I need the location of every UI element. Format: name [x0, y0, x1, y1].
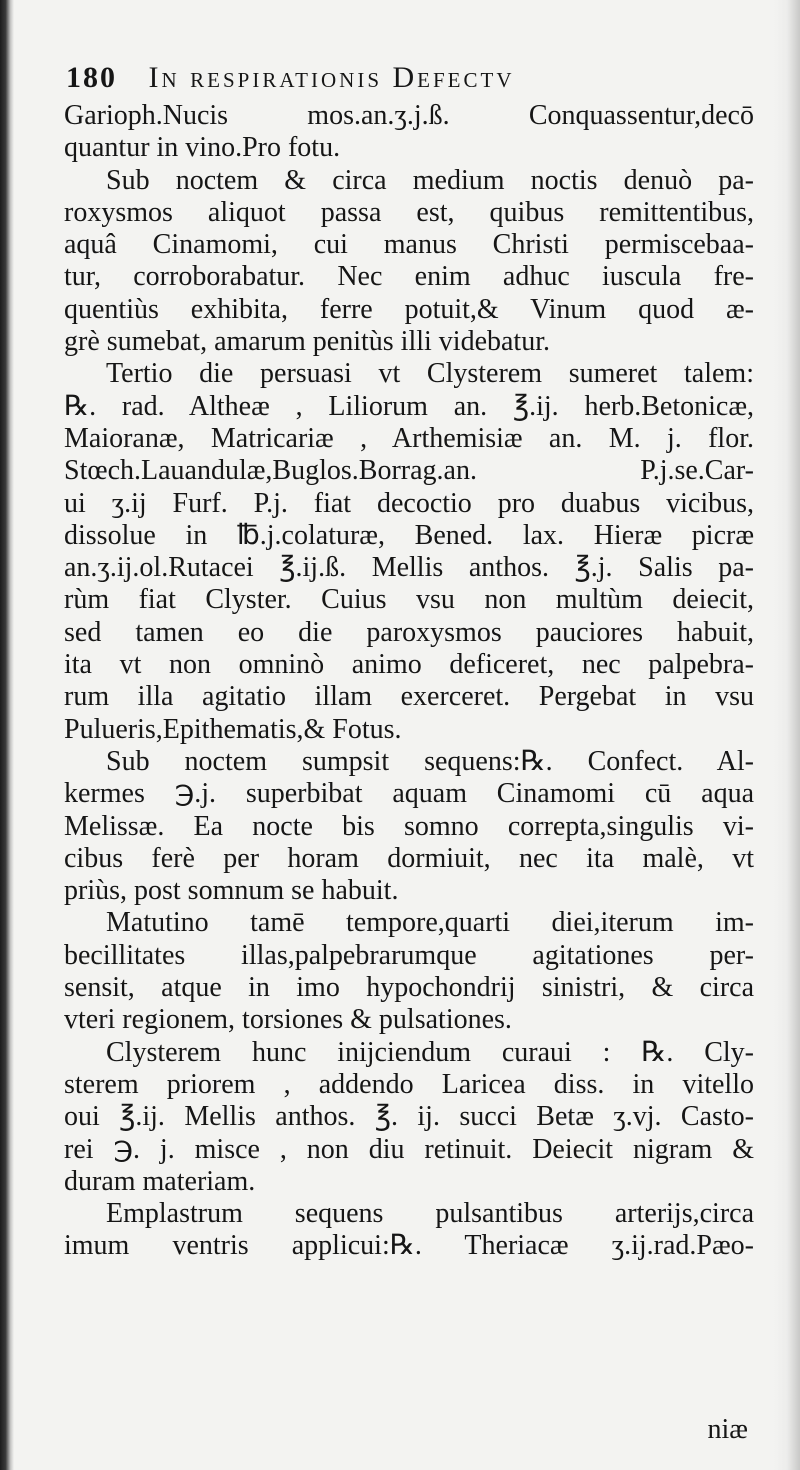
- text-line: grè sumebat, amarum penitùs illi videbatur.: [64, 326, 550, 358]
- text-line: becillitates illas,palpebrarumque agitationes per-: [64, 939, 754, 971]
- text-line: Clysterem hunc inijciendum curaui : ℞. Cly-: [106, 1036, 754, 1068]
- text-line: quantur in vino.Pro fotu.: [64, 132, 341, 164]
- text-line: ui ʒ.ij Furf. P.j. fiat decoctio pro duabus vicibus,: [64, 487, 754, 519]
- text-line: rum illa agitatio illam exerceret. Pergebat in vsu: [64, 681, 754, 713]
- scan-edge-right: [774, 0, 800, 1470]
- text-line: Melissæ. Ea nocte bis somno correpta,singulis vi-: [64, 810, 754, 842]
- text-line: ita vt non omninò animo deficeret, nec palpebra-: [64, 649, 754, 681]
- text-line: imum ventris applicui:℞. Theriacæ ʒ.ij.rad.Pæo-: [64, 1230, 754, 1262]
- page-header: [66, 58, 756, 98]
- text-line: quentiùs exhibita, ferre potuit,& Vinum quod æ-: [64, 293, 754, 325]
- text-line: sterem priorem , addendo Laricea diss. in vitello: [64, 1068, 754, 1100]
- text-line: aquâ Cinamomi, cui manus Christi permiscebaa-: [64, 229, 754, 261]
- catchword: niæ: [707, 1414, 748, 1445]
- text-line: cibus ferè per horam dormiuit, nec ita malè, vt: [64, 842, 754, 874]
- text-line: dissolue in ℔.j.colaturæ, Bened. lax. Hieræ picræ: [64, 519, 754, 551]
- text-line: Maioranæ, Matricariæ , Arthemisiæ an. M. j. flor.: [64, 422, 754, 454]
- text-line: ℞. rad. Altheæ , Liliorum an. ℥.ij. herb.Betonicæ,: [64, 390, 754, 422]
- text-line: rùm fiat Clyster. Cuius vsu non multùm deiecit,: [64, 584, 754, 616]
- text-line: Matutino tamē tempore,quarti diei,iterum im-: [106, 907, 754, 939]
- text-line: kermes ℈.j. superbibat aquam Cinamomi cū aqua: [64, 778, 754, 810]
- text-line: Emplastrum sequens pulsantibus arterijs,circa: [106, 1198, 754, 1230]
- text-line: roxysmos aliquot passa est, quibus remittentibus,: [64, 196, 754, 228]
- text-line: Sub noctem sumpsit sequens:℞. Confect. Al-: [106, 745, 754, 777]
- running-title: In respirationis Defectv: [148, 61, 515, 94]
- text-line: tur, corroborabatur. Nec enim adhuc iuscula fre-: [64, 261, 754, 293]
- text-line: sed tamen eo die paroxysmos pauciores habuit,: [64, 616, 754, 648]
- text-line: Pulueris,Epithematis,& Fotus.: [64, 713, 402, 745]
- text-line: duram materiam.: [64, 1165, 256, 1197]
- text-line: vteri regionem, torsiones & pulsationes.: [64, 1004, 512, 1036]
- text-line: Tertio die persuasi vt Clysterem sumeret talem:: [106, 358, 754, 390]
- text-line: priùs, post somnum se habuit.: [64, 875, 399, 907]
- text-line: Stœch.Lauandulæ,Buglos.Borrag.an. P.j.se.Car-: [64, 455, 754, 487]
- body-text: [64, 100, 754, 1263]
- text-line: oui ℥.ij. Mellis anthos. ℥. ij. succi Betæ ʒ.vj. Casto-: [64, 1101, 754, 1133]
- text-line: sensit, atque in imo hypochondrij sinistri, & circa: [64, 972, 754, 1004]
- text-line: an.ʒ.ij.ol.Rutacei ℥.ij.ß. Mellis anthos. ℥.j. Salis pa-: [64, 552, 754, 584]
- page-number: 180: [66, 61, 117, 94]
- text-line: Sub noctem & circa medium noctis denuò pa-: [106, 164, 754, 196]
- text-line: rei ℈. j. misce , non diu retinuit. Deiecit nigram &: [64, 1133, 754, 1165]
- text-line: Garioph.Nucis mos.an.ʒ.j.ß. Conquassentur,decō: [64, 100, 754, 131]
- scan-edge-left: [0, 0, 14, 1470]
